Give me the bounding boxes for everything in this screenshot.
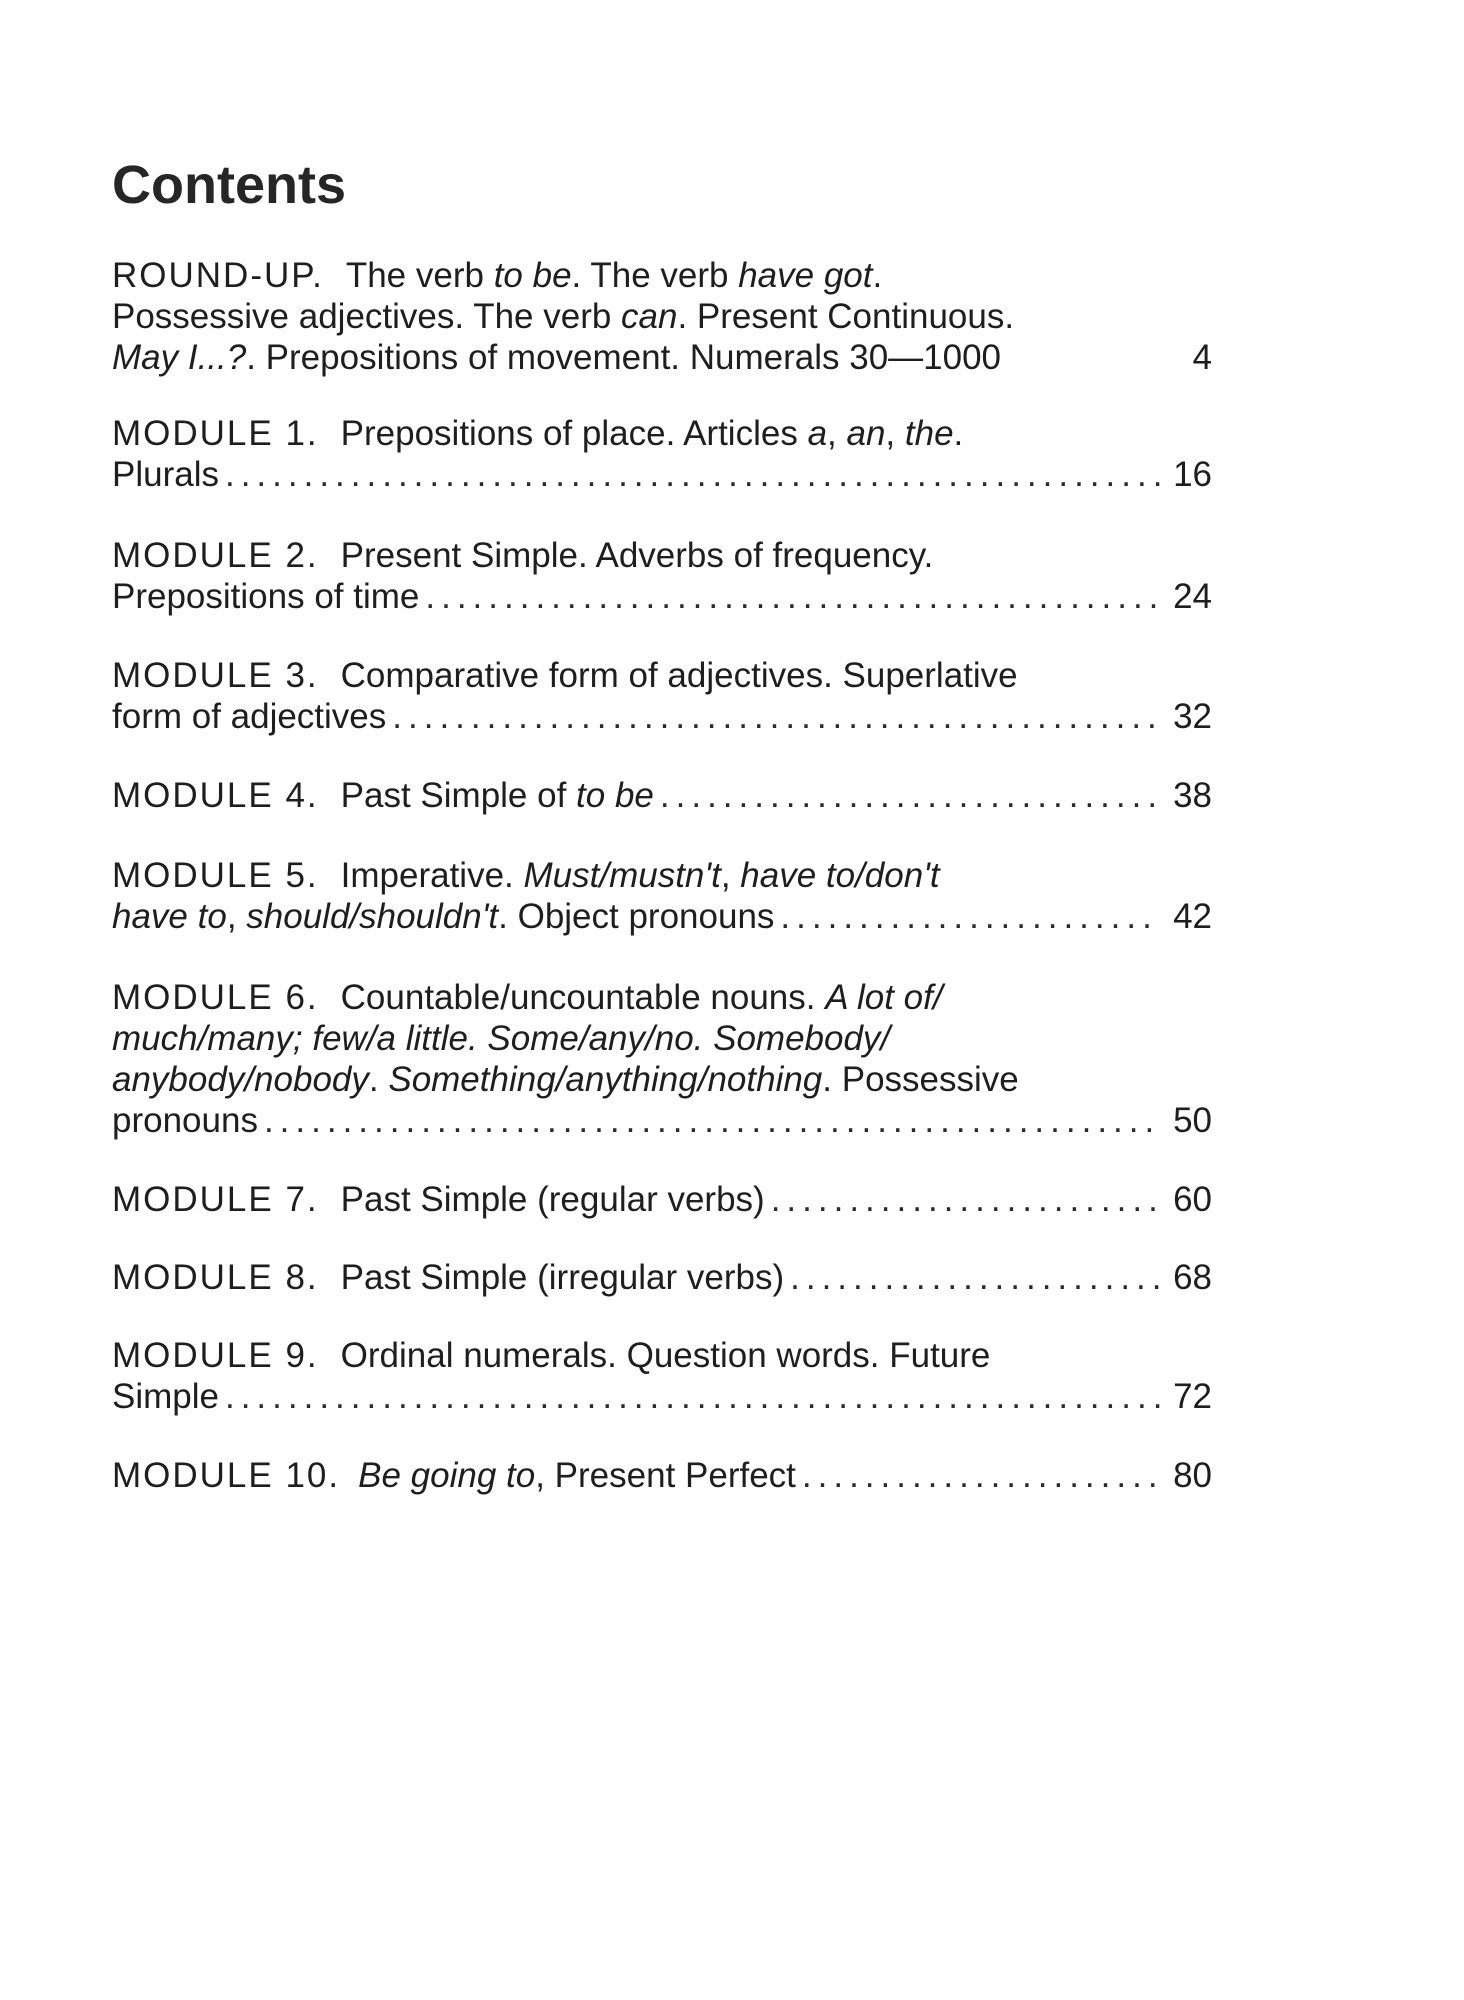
entry-text: anybody/nobody. Something/anything/nothing. Possessive (112, 1060, 1019, 1099)
entry-label: MODULE 3. (112, 656, 319, 695)
toc-entry-module-2 (112, 535, 1212, 617)
page-number: 72 (1173, 1377, 1212, 1416)
entry-text: Possessive adjectives. The verb can. Present Continuous. (112, 297, 1015, 336)
entry-text: Past Simple (irregular verbs) (340, 1258, 785, 1297)
page-number: 24 (1173, 577, 1212, 616)
entry-text: Countable/uncountable nouns. A lot of/ (340, 978, 943, 1017)
entry-text: Past Simple of to be (340, 776, 654, 815)
entry-text: Comparative form of adjectives. Superlative (340, 656, 1018, 695)
dot-leader (771, 1179, 1160, 1220)
dot-leader (264, 1100, 1160, 1141)
toc-entry-round-up (112, 255, 1212, 378)
entry-text: have to, should/shouldn't. Object pronouns (112, 897, 775, 936)
entry-label: MODULE 4. (112, 776, 319, 815)
entry-text: form of adjectives (112, 697, 387, 736)
entry-text: The verb to be. The verb have got. (345, 256, 883, 295)
page-number: 50 (1173, 1101, 1212, 1140)
entry-label: MODULE 2. (112, 536, 319, 575)
toc-entry-module-9 (112, 1335, 1212, 1417)
entry-label: MODULE 10. (112, 1456, 341, 1495)
toc-entry-module-8 (112, 1257, 1212, 1298)
page-number: 60 (1173, 1180, 1212, 1219)
entry-text: Ordinal numerals. Question words. Future (340, 1336, 991, 1375)
dot-leader (425, 576, 1160, 617)
dot-leader (802, 1455, 1160, 1496)
entry-label: MODULE 9. (112, 1336, 319, 1375)
entry-text: Imperative. Must/mustn't, have to/don't (340, 856, 940, 895)
entry-text: pronouns (112, 1101, 258, 1140)
entry-text: much/many; few/a little. Some/any/no. Somebody/ (112, 1019, 891, 1058)
entry-text: Plurals (112, 455, 219, 494)
page-number: 16 (1173, 455, 1212, 494)
page-title: Contents (112, 155, 346, 215)
page-number: 32 (1173, 697, 1212, 736)
dot-leader (660, 775, 1160, 816)
page-number: 80 (1173, 1456, 1212, 1495)
entry-label: MODULE 8. (112, 1258, 319, 1297)
dot-leader (225, 454, 1160, 495)
page-number: 42 (1173, 897, 1212, 936)
entry-label: MODULE 7. (112, 1180, 319, 1219)
dot-leader (790, 1257, 1160, 1298)
dot-leader (392, 696, 1160, 737)
dot-leader (225, 1376, 1160, 1417)
toc-entry-module-6 (112, 977, 1212, 1141)
page-number: 68 (1173, 1258, 1212, 1297)
page-number: 4 (1192, 338, 1212, 377)
entry-text: Simple (112, 1377, 219, 1416)
entry-text: Be going to, Present Perfect (358, 1456, 796, 1495)
toc-entry-module-7 (112, 1179, 1212, 1220)
entry-text: May I...?. Prepositions of movement. Numerals 30—1000 (112, 338, 1002, 377)
toc-entry-module-5 (112, 855, 1212, 937)
entry-text: Present Simple. Adverbs of frequency. (340, 536, 934, 575)
entry-label: MODULE 6. (112, 978, 319, 1017)
dot-leader (780, 896, 1160, 937)
entry-label: MODULE 5. (112, 856, 319, 895)
entry-text: Prepositions of time (112, 577, 420, 616)
toc-entry-module-1 (112, 413, 1212, 495)
entry-label: ROUND-UP. (112, 256, 324, 295)
toc-entry-module-3 (112, 655, 1212, 737)
toc-entry-module-4 (112, 775, 1212, 816)
toc-entry-module-10 (112, 1455, 1212, 1496)
entry-text: Prepositions of place. Articles a, an, the. (340, 414, 964, 453)
page-number: 38 (1173, 776, 1212, 815)
entry-label: MODULE 1. (112, 414, 319, 453)
entry-text: Past Simple (regular verbs) (340, 1180, 765, 1219)
